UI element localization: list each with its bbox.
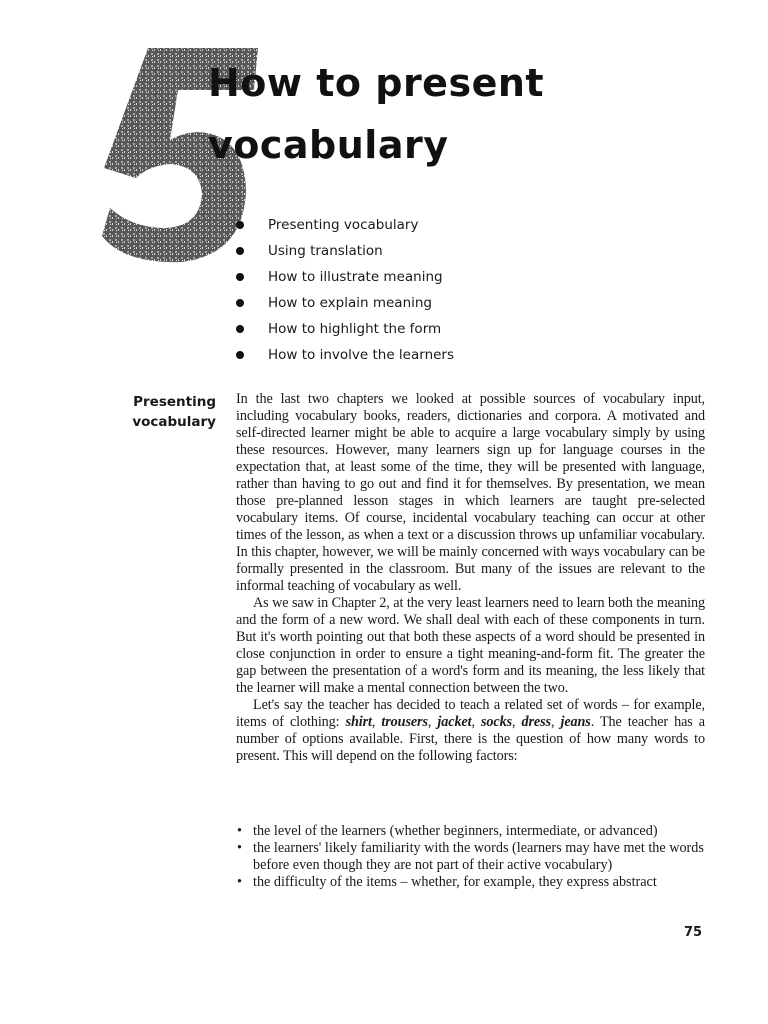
factor-text: the level of the learners (whether beginners, intermediate, or advanced) [253, 823, 658, 839]
contents-item [236, 316, 454, 342]
word-separator: , [427, 714, 438, 730]
word-separator: , [512, 714, 522, 730]
contents-item-label: Presenting vocabulary [268, 217, 419, 233]
paragraph-3 [236, 697, 705, 765]
contents-item [236, 212, 454, 238]
example-word: socks [480, 714, 513, 730]
example-word: jeans [560, 714, 591, 730]
word-separator: , [471, 714, 481, 730]
paragraph-1: In the last two chapters we looked at possible sources of vocabulary input, including vocabulary books, readers, dictionaries and corpora. A motivated and self-directed learner might be able to acquire a large vocabulary simply by using these resources. However, many learners sign up for language courses in the expectation that, at least some of the time, they will be presented with language, rather than having to go out and find it for themselves. By presentation, we mean those pre-planned lesson stages in which learners are taught pre-selected vocabulary items. Of course, incidental vocabulary teaching can occur at other times of the lesson, as when a text or a discussion throws up unfamiliar vocabulary. In this chapter, however, we will be mainly concerned with ways vocabulary can be formally presented in the classroom. But many of the issues are relevant to the informal teaching of vocabulary as well. [236, 391, 705, 594]
page-number: 75 [684, 925, 703, 940]
word-separator: , [550, 714, 561, 730]
example-word: jacket [437, 714, 472, 730]
section-heading [124, 392, 216, 432]
section-heading-line-1: Presenting [133, 394, 216, 410]
paragraph-3-tail: . The teacher has a number of options available. First, there is the question of how many words to present. This will depend on the following factors: [236, 714, 705, 764]
contents-item [236, 238, 454, 264]
factor-text: the learners' likely familiarity with the words (learners may have met the words before even though they are not part of their active vocabulary) [253, 840, 704, 873]
bullet-icon: • [237, 874, 242, 890]
bullet-icon [236, 351, 244, 359]
chapter-title-line-2: vocabulary [208, 123, 449, 167]
bullet-icon [236, 325, 244, 333]
factors-list [236, 823, 705, 891]
bullet-icon [236, 221, 244, 229]
example-word: shirt [345, 714, 372, 730]
contents-item [236, 342, 454, 368]
contents-item-label: How to illustrate meaning [268, 269, 443, 285]
body-text [236, 391, 705, 765]
contents-item-label: How to highlight the form [268, 321, 442, 337]
contents-item-label: How to involve the learners [268, 347, 455, 363]
contents-item-label: Using translation [268, 243, 383, 259]
paragraph-3-lead: Let's say the teacher has decided to teach a related set of words – for example, items of clothing: [236, 697, 705, 730]
example-word: dress [521, 714, 551, 730]
contents-item [236, 290, 454, 316]
bullet-icon [236, 247, 244, 255]
chapter-title [208, 52, 544, 176]
bullet-icon [236, 299, 244, 307]
factor-item [236, 840, 705, 874]
bullet-icon: • [237, 840, 242, 856]
bullet-icon [236, 273, 244, 281]
example-word: trousers [381, 714, 428, 730]
bullet-icon: • [237, 823, 242, 839]
factor-item [236, 823, 705, 840]
paragraph-2: As we saw in Chapter 2, at the very least learners need to learn both the meaning and the form of a new word. We shall deal with each of these components in turn. But it's worth pointing out that both these aspects of a word should be presented in close conjunction in order to ensure a tight meaning-and-form fit. The greater the gap between the presentation of a word's form and its meaning, the less likely that the learner will make a mental connection between the two. [236, 595, 705, 696]
chapter-title-line-1: How to present [208, 61, 545, 105]
factor-text: the difficulty of the items – whether, for example, they express abstract [253, 874, 657, 890]
contents-item [236, 264, 454, 290]
word-separator: , [371, 714, 382, 730]
chapter-contents-list [236, 212, 454, 368]
section-heading-line-2: vocabulary [132, 414, 216, 430]
factor-item [236, 874, 705, 891]
contents-item-label: How to explain meaning [268, 295, 432, 311]
